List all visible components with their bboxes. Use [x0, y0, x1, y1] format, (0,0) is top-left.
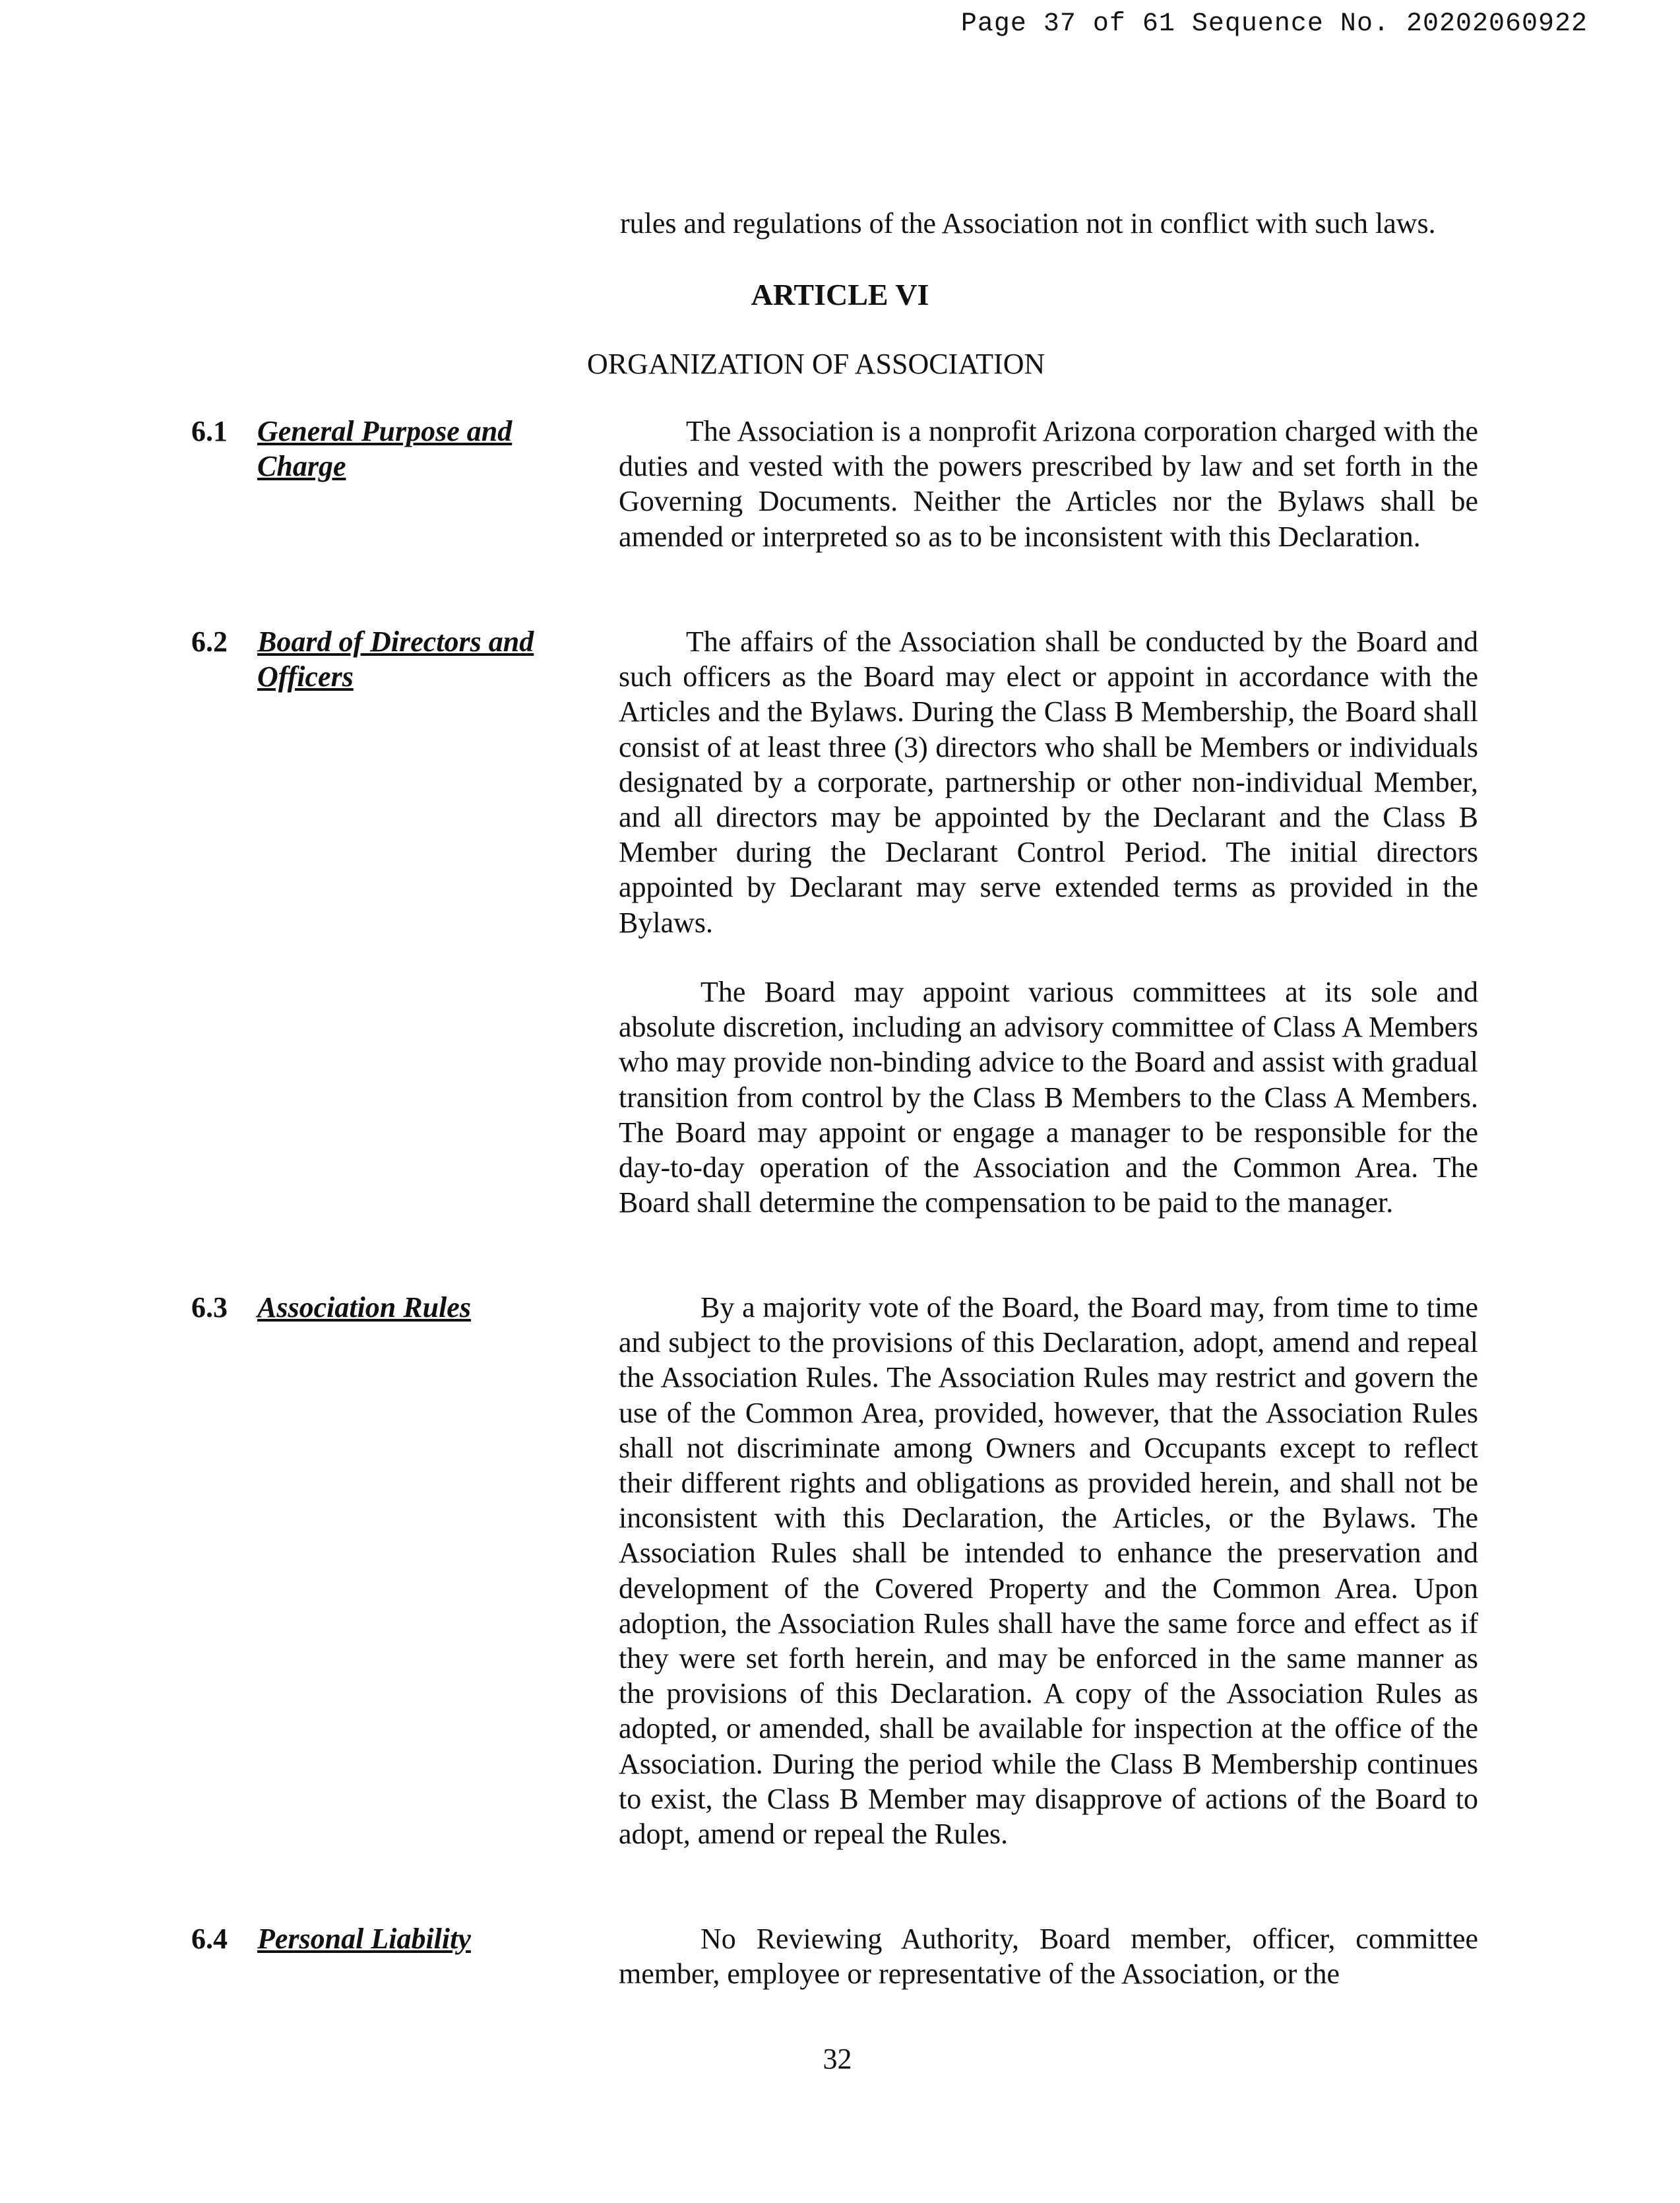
- section-6-3-paragraph: By a majority vote of the Board, the Board may, from time to time and subject to the provisions of this Declaration, adopt, amend and repeal the Association Rules. The Association Rules may restrict and govern the use of the Common Area, provided, however, that the Association Rules shall not discriminate among Owners and Occupants except to reflect their different rights and obligations as provided herein, and shall not be inconsistent with this Declaration, the Articles, or the Bylaws. The Association Rules shall be intended to enhance the preservation and development of the Covered Property and the Common Area. Upon adoption, the Association Rules shall have the same force and effect as if they were set forth herein, and may be enforced in the same manner as the provisions of this Declaration. A copy of the Association Rules as adopted, or amended, shall be available for inspection at the office of the Association. During the period while the Class B Membership continues to exist, the Class B Member may disapprove of actions of the Board to adopt, amend or repeal the Rules.: [619, 1291, 1478, 1851]
- section-6-4-paragraph: No Reviewing Authority, Board member, officer, committee member, employee or representative of the Association, or the: [619, 1923, 1478, 1991]
- section-title: Board of Directors and Officers: [257, 625, 534, 693]
- section-6-1-paragraph: The Association is a nonprofit Arizona corporation charged with the duties and vested with the powers prescribed by law and set forth in the Governing Documents. Neither the Articles nor the Bylaws shall be amended or interpreted so as to be inconsistent with this Declaration.: [619, 415, 1478, 553]
- page-header: Page 37 of 61 Sequence No. 20202060922: [960, 9, 1588, 39]
- section-number: 6.2: [191, 625, 228, 658]
- section-number: 6.4: [191, 1923, 228, 1955]
- section-title: Association Rules: [257, 1291, 471, 1324]
- continuation-text: rules and regulations of the Association not in conflict with such laws.: [620, 207, 1436, 239]
- article-number-text: ARTICLE VI: [751, 278, 929, 311]
- article-title: ORGANIZATION OF ASSOCIATION: [587, 348, 1045, 380]
- section-heading-6-3: [191, 1290, 574, 1325]
- article-number: [0, 277, 1680, 312]
- section-heading-6-2: [191, 624, 561, 694]
- page-number: [0, 2042, 1680, 2076]
- section-6-2-paragraph-2: The Board may appoint various committees at its sole and absolute discretion, including an advisory committee of Class A Members who may provide non-binding advice to the Board and assist with gradual transition from control by the Class B Members to the Class A Members. The Board may appoint or engage a manager to be responsible for the day-to-day operation of the Association and the Common Area. The Board shall determine the compensation to be paid to the manager.: [619, 976, 1478, 1219]
- section-heading-6-4: [191, 1921, 574, 1956]
- section-6-2-paragraph-1: The affairs of the Association shall be conducted by the Board and such officers as the Board may elect or appoint in accordance with the Articles and the Bylaws. During the Class B Membership, the Board shall consist of at least three (3) directors who shall be Members or individuals designated by a corporate, partnership or other non-individual Member, and all directors may be appointed by the Declarant and the Class B Member during the Declarant Control Period. The initial directors appointed by Declarant may serve extended terms as provided in the Bylaws.: [619, 625, 1478, 939]
- section-number: 6.3: [191, 1291, 228, 1324]
- section-title: General Purpose and Charge: [257, 415, 513, 482]
- section-number: 6.1: [191, 415, 228, 447]
- section-title: Personal Liability: [257, 1923, 471, 1955]
- section-heading-6-1: [191, 414, 534, 484]
- page-number-text: 32: [823, 2043, 852, 2075]
